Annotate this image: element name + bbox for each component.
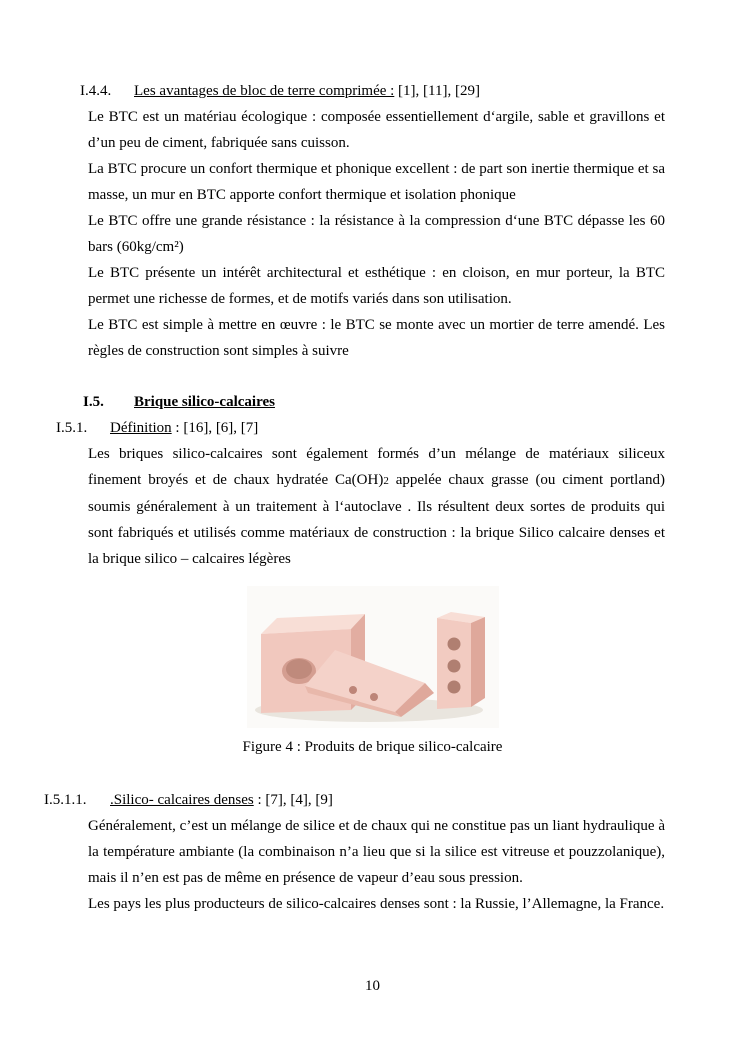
paragraph-text: Les briques silico-calcaires sont également formés d’un mélange de matériaux siliceux finement broyés et de chaux hydratée Ca(OH) <box>88 446 665 488</box>
heading-title: Définition <box>110 420 172 436</box>
figure-4 <box>0 586 745 728</box>
heading-refs: : [16], [6], [7] <box>171 420 259 436</box>
heading-number: I.5.1. <box>56 420 88 436</box>
paragraph-btc-ecologique: Le BTC est un matériau écologique : composée essentiellement d‘argile, sable et gravillons et d’un peu de ciment, fabriquée sans cuisson. <box>88 109 665 151</box>
section-1-4-4-body <box>88 104 665 364</box>
heading-number: I.4.4. <box>80 83 112 99</box>
heading-refs: : [7], [4], [9] <box>253 792 333 808</box>
heading-refs: [1], [11], [29] <box>394 83 480 99</box>
section-1-5-1-body <box>88 441 665 572</box>
heading-title: Brique silico-calcaires <box>134 394 275 410</box>
chemical-subscript: 2 <box>383 475 389 487</box>
paragraph-btc-resistance: Le BTC offre une grande résistance : la résistance à la compression d‘une BTC dépasse les 60 bars (60kg/cm²) <box>88 213 665 255</box>
heading-section-1-4-4 <box>80 78 745 104</box>
paragraph-btc-confort: La BTC procure un confort thermique et phonique excellent : de part son inertie thermique et sa masse, un mur en BTC apporte confort thermique et isolation phonique <box>88 161 665 203</box>
paragraph-btc-simple: Le BTC est simple à mettre en œuvre : le BTC se monte avec un mortier de terre amendé. Les règles de construction sont simples à suivre <box>88 317 665 359</box>
brick-products-image <box>247 586 499 728</box>
heading-title: .Silico- calcaires denses <box>110 792 254 808</box>
heading-number: I.5. <box>83 394 104 410</box>
heading-number: I.5.1.1. <box>44 792 87 808</box>
heading-section-1-5 <box>83 389 745 415</box>
paragraph-melange-silice: Généralement, c’est un mélange de silice et de chaux qui ne constitue pas un liant hydraulique à la température ambiante (la combinaison n’a lieu que si la silice est vitreuse et pouzzolanique), mais il n’en est pas de même en présence de vapeur d’eau sous pression. <box>88 818 665 886</box>
section-1-5-1-1-body <box>88 813 665 917</box>
paragraph-pays-producteurs: Les pays les plus producteurs de silico-calcaires denses sont : la Russie, l’Allemagne, la France. <box>88 896 665 912</box>
paragraph-definition <box>88 441 665 572</box>
paragraph-text: appelée chaux grasse (ou ciment portland) soumis généralement à un traitement à l‘autoclave . Ils résultent deux sortes de produits qui sont fabriqués et utilisés comme matériaux de construction : la brique Silico calcaire denses et la brique silico – calcaires légères <box>88 472 665 567</box>
heading-section-1-5-1-1 <box>44 787 745 813</box>
heading-title: Les avantages de bloc de terre comprimée : <box>134 83 395 99</box>
heading-section-1-5-1 <box>56 415 745 441</box>
page-number: 10 <box>365 978 380 994</box>
paragraph-btc-architectural: Le BTC présente un intérêt architectural et esthétique : en cloison, en mur porteur, la BTC permet une richesse de formes, et de motifs variés dans son utilisation. <box>88 265 665 307</box>
brick-upright-right <box>437 612 485 709</box>
figure-caption: Figure 4 : Produits de brique silico-calcaire <box>242 739 503 755</box>
